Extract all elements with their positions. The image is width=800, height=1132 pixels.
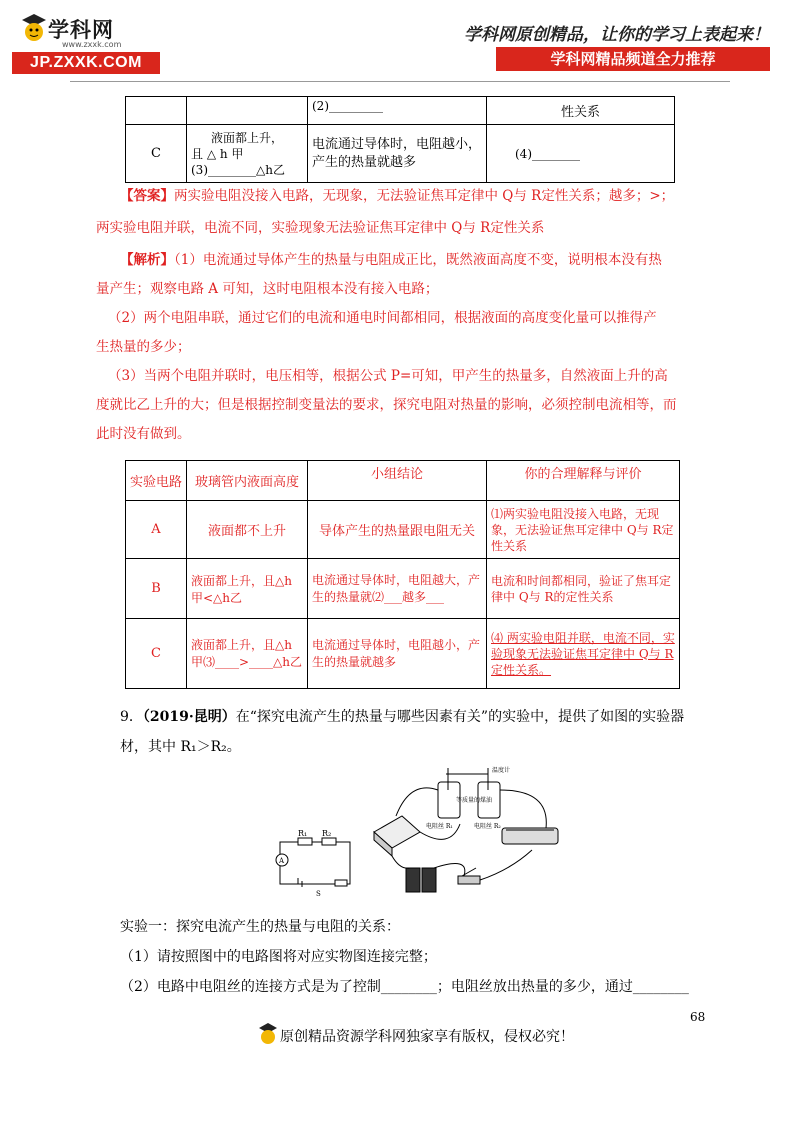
analysis-line-1	[120, 246, 700, 275]
result-table	[125, 460, 680, 689]
top-cell: (2)_________	[308, 97, 487, 125]
footer-mascot-icon	[258, 1022, 278, 1046]
top-cell: 电流通过导体时，电阻越小，产生的热量就越多	[308, 125, 487, 183]
table-row	[126, 619, 680, 689]
top-cell	[126, 97, 187, 125]
question-source: （2019·昆明）	[142, 709, 236, 725]
circuit-diagram	[276, 838, 350, 887]
answer-line-1	[120, 186, 700, 206]
header-slogan: 学科网原创精品，让你的学习上表起来！	[464, 25, 770, 45]
question-9	[120, 702, 720, 762]
table-cell: A	[126, 501, 187, 559]
answer-label: 【答案】	[120, 188, 174, 204]
question-number: 9．	[120, 709, 143, 725]
table-header: 小组结论	[308, 461, 487, 501]
analysis-text-2: （2）两个电阻串联，通过它们的电流和通电时间都相同，根据液面的高度变化量可以推得产	[108, 310, 657, 326]
table-header: 你的合理解释与评价	[487, 461, 680, 501]
question-text-1: 在“探究电流产生的热量与哪些因素有关”的实验中，提供了如图的实验器	[235, 709, 685, 725]
header-divider	[70, 81, 730, 82]
rheostat-device	[502, 828, 558, 844]
cell-line: 液面都上升，	[210, 130, 283, 145]
table-cell: B	[126, 559, 187, 619]
experiment-q1: （1）请按照图中的电路图将对应实物图连接完整；	[120, 949, 437, 965]
r2-wire-label: 电阻丝 R₂	[474, 823, 501, 830]
table-cell: C	[126, 619, 187, 689]
logo-small-url: www.zxxk.com	[62, 40, 122, 49]
table-header-row	[126, 461, 680, 501]
table-cell: 电流通过导体时，电阻越小，产生的热量就越多	[308, 619, 487, 689]
top-cell: C	[126, 125, 187, 183]
analysis-text-2b: 生热量的多少；	[96, 339, 191, 355]
table-cell: 电流和时间都相同，验证了焦耳定律中 Q与 R的定性关系	[487, 559, 680, 619]
analysis-text-3b: 度就比乙上升的大；但是根据控制变量法的要求，探究电阻对热量的影响，必须控制电流相等，而	[96, 397, 677, 413]
table-row	[126, 559, 680, 619]
experiment-title: 实验一：探究电流产生的热量与电阻的关系：	[120, 919, 400, 935]
table-cell: ⑷ 两实验电阻并联，电流不同，实验现象无法验证焦耳定律中 Q与 R定性关系。	[487, 619, 680, 689]
table-cell: 液面都上升，且△h甲⑶____>____△h乙	[187, 619, 308, 689]
analysis-text-1: （1）电流通过导体产生的热量与电阻成正比，既然液面高度不变，说明根本没有热	[174, 252, 662, 268]
logo-text: 学科网	[48, 18, 114, 42]
table-cell: 液面都不上升	[187, 501, 308, 559]
table-row	[126, 501, 680, 559]
ammeter-device	[374, 816, 420, 856]
experiment-figure-svg	[270, 760, 580, 900]
circuit-r1-label: R₁	[298, 829, 308, 838]
analysis-text-3c: 此时没有做到。	[96, 426, 191, 442]
table-cell: 电流通过导体时，电阻越大，产生的热量就⑵___越多___	[308, 559, 487, 619]
thermometer-label: 温度计	[492, 767, 511, 774]
top-cell	[187, 97, 308, 125]
r1-wire-label: 电阻丝 R₁	[426, 823, 453, 830]
experiment-figure	[270, 760, 580, 900]
circuit-ammeter-label: A	[279, 857, 285, 865]
table-header: 玻璃管内液面高度	[187, 461, 308, 501]
bottles	[438, 768, 500, 818]
question-text-2: 材，其中 R₁＞R₂。	[120, 739, 241, 755]
logo-url[interactable]: JP.ZXXK.COM	[12, 52, 160, 74]
footer-copyright: 原创精品资源学科网独家享有版权，侵权必究！	[280, 1029, 574, 1045]
question-line-1	[120, 702, 720, 732]
cell-line: (3)________△h乙	[191, 162, 285, 177]
battery-device	[406, 868, 436, 892]
analysis-block	[96, 246, 700, 449]
top-cell	[187, 125, 308, 183]
header-banner: 学科网精品频道全力推荐	[496, 47, 770, 71]
top-table	[125, 96, 675, 183]
analysis-text-1b: 量产生；观察电路 A 可知，这时电阻根本没有接入电路；	[96, 281, 439, 297]
experiment-block	[120, 912, 720, 1002]
table-cell: ⑴两实验电阻没接入电路，无现象，无法验证焦耳定律中 Q与 R定性关系	[487, 501, 680, 559]
analysis-label: 【解析】	[120, 252, 174, 268]
table-cell: 液面都上升，且△h甲<△h乙	[187, 559, 308, 619]
top-cell: (4)________	[487, 125, 675, 183]
switch-device	[458, 868, 480, 884]
answer-block	[96, 186, 700, 238]
circuit-r2-label: R₂	[322, 829, 332, 838]
answer-text-1: 两实验电阻没接入电路，无现象，无法验证焦耳定律中 Q与 R定性关系；越多；>；	[174, 188, 675, 204]
logo-mascot-icon	[20, 12, 48, 46]
kerosene-label: 等质量的煤油	[456, 797, 493, 804]
table-header: 实验电路	[126, 461, 187, 501]
circuit-switch-label: S	[316, 890, 321, 898]
page-number: 68	[690, 1010, 706, 1024]
experiment-q2: （2）电路中电阻丝的连接方式是为了控制________；电阻丝放出热量的多少，通过________	[120, 979, 689, 995]
analysis-text-3: （3）当两个电阻并联时，电压相等，根据公式 P=可知，甲产生的热量多，自然液面上升的高	[108, 368, 668, 384]
answer-text-2: 两实验电阻并联，电流不同，实验现象无法验证焦耳定律中 Q与 R定性关系	[96, 220, 545, 236]
table-cell: 导体产生的热量跟电阻无关	[308, 501, 487, 559]
top-cell: 性关系	[487, 97, 675, 125]
cell-line: 且 △ h 甲	[191, 146, 244, 161]
